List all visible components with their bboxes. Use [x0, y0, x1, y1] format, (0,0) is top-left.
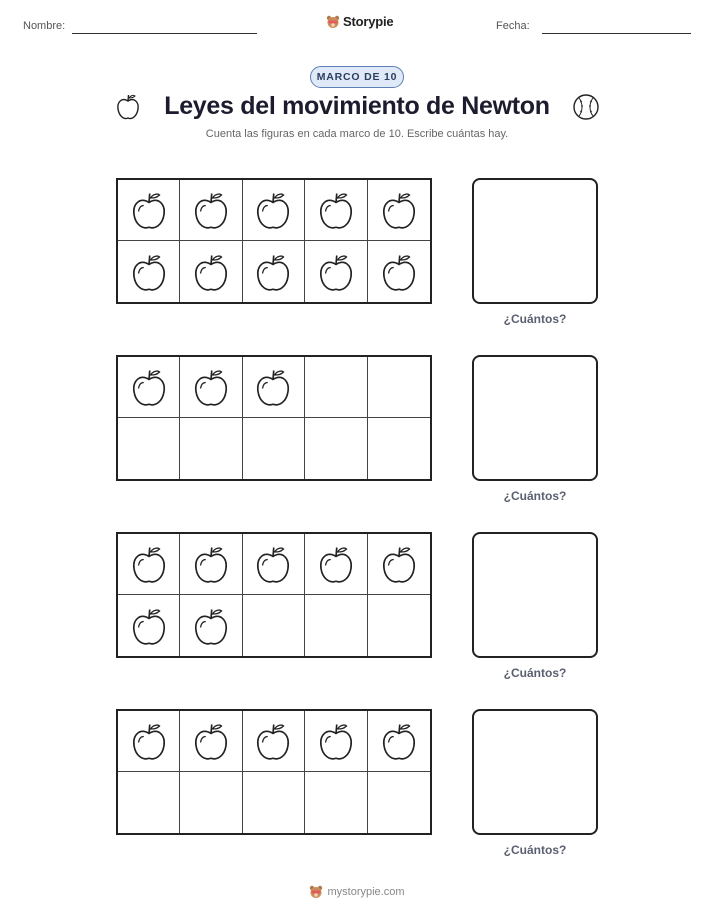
ten-frame-1 — [116, 178, 432, 304]
apple-icon — [254, 543, 292, 585]
frame-cell — [180, 180, 242, 241]
apple-icon — [192, 366, 230, 408]
frame-cell — [305, 180, 367, 241]
frame-cell — [368, 595, 430, 656]
ten-frame-4 — [116, 709, 432, 835]
footer — [0, 885, 714, 899]
apple-icon — [130, 720, 168, 762]
apple-icon — [192, 605, 230, 647]
apple-icon — [380, 543, 418, 585]
name-line[interactable] — [72, 33, 257, 34]
name-label: Nombre: — [23, 20, 66, 32]
frame-cell — [368, 534, 430, 595]
frame-cell — [118, 772, 180, 833]
frame-cell — [118, 595, 180, 656]
frame-cell — [243, 711, 305, 772]
frame-cell — [180, 418, 242, 479]
footer-url[interactable]: mystorypie.com — [327, 886, 405, 898]
frame-cell — [180, 711, 242, 772]
frame-cell — [180, 241, 242, 302]
apple-icon — [254, 189, 292, 231]
answer-box-1[interactable] — [472, 178, 598, 304]
frame-cell — [305, 711, 367, 772]
frame-cell — [305, 357, 367, 418]
bear-icon — [309, 885, 323, 899]
frame-cell — [305, 418, 367, 479]
date-label: Fecha: — [496, 20, 530, 32]
apple-icon — [130, 605, 168, 647]
apple-icon — [130, 189, 168, 231]
apple-icon — [380, 720, 418, 762]
frame-cell — [118, 241, 180, 302]
frame-cell — [118, 418, 180, 479]
answer-label-4: ¿Cuántos? — [503, 843, 567, 857]
frame-cell — [180, 772, 242, 833]
apple-icon — [254, 720, 292, 762]
apple-icon — [130, 366, 168, 408]
frame-cell — [243, 241, 305, 302]
storypie-logo — [326, 14, 393, 29]
frame-cell — [368, 180, 430, 241]
frame-cell — [118, 534, 180, 595]
apple-icon — [317, 543, 355, 585]
page-title: Leyes del movimiento de Newton — [164, 92, 550, 120]
apple-icon — [130, 251, 168, 293]
instructions: Cuenta las figuras en cada marco de 10. Escribe cuántas hay. — [205, 128, 509, 140]
answer-box-4[interactable] — [472, 709, 598, 835]
frame-cell — [180, 357, 242, 418]
frame-cell — [368, 357, 430, 418]
apple-icon — [192, 543, 230, 585]
apple-icon — [317, 720, 355, 762]
worksheet-badge: MARCO DE 10 — [310, 66, 404, 88]
frame-cell — [368, 418, 430, 479]
baseball-icon — [572, 93, 600, 121]
apple-icon — [380, 251, 418, 293]
frame-cell — [243, 595, 305, 656]
apple-icon — [192, 189, 230, 231]
frame-cell — [180, 595, 242, 656]
brand-name: Storypie — [343, 14, 394, 29]
frame-cell — [305, 241, 367, 302]
answer-box-2[interactable] — [472, 355, 598, 481]
frame-cell — [305, 534, 367, 595]
apple-icon — [254, 366, 292, 408]
answer-label-3: ¿Cuántos? — [503, 666, 567, 680]
apple-icon — [317, 189, 355, 231]
frame-cell — [243, 772, 305, 833]
apple-icon — [317, 251, 355, 293]
apple-icon — [380, 189, 418, 231]
ten-frame-3 — [116, 532, 432, 658]
frame-cell — [243, 180, 305, 241]
apple-icon — [130, 543, 168, 585]
frame-cell — [305, 772, 367, 833]
frame-cell — [368, 241, 430, 302]
apple-icon — [192, 251, 230, 293]
frame-cell — [118, 711, 180, 772]
bear-icon — [326, 15, 340, 29]
frame-cell — [243, 418, 305, 479]
date-line[interactable] — [542, 33, 691, 34]
answer-box-3[interactable] — [472, 532, 598, 658]
ten-frame-2 — [116, 355, 432, 481]
frame-cell — [243, 357, 305, 418]
frame-cell — [180, 534, 242, 595]
frame-cell — [368, 711, 430, 772]
apple-icon — [254, 251, 292, 293]
frame-cell — [305, 595, 367, 656]
frame-cell — [118, 357, 180, 418]
apple-icon — [192, 720, 230, 762]
answer-label-1: ¿Cuántos? — [503, 312, 567, 326]
frame-cell — [368, 772, 430, 833]
frame-cell — [118, 180, 180, 241]
frame-cell — [243, 534, 305, 595]
answer-label-2: ¿Cuántos? — [503, 489, 567, 503]
